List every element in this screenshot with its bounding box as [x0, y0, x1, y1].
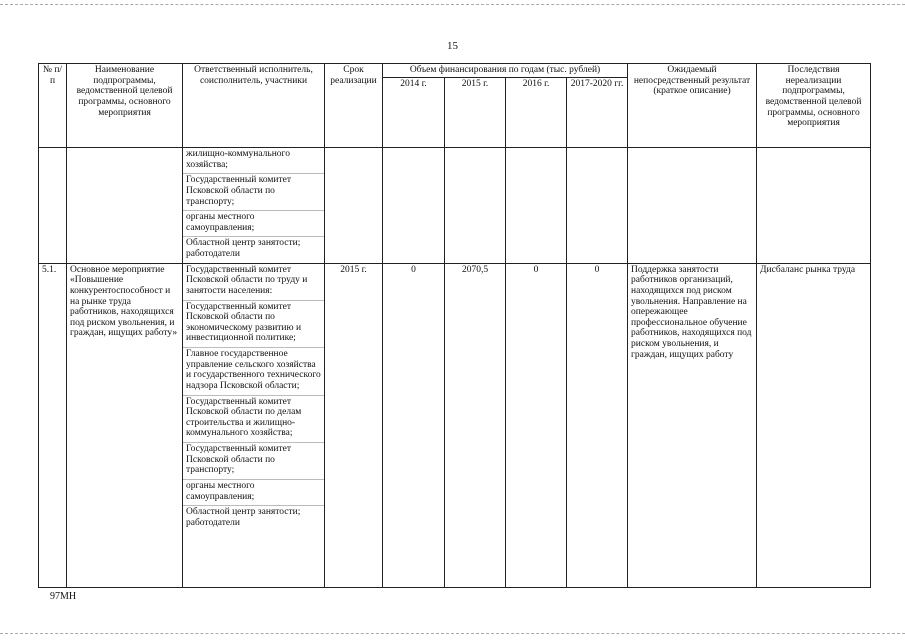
table-row-continued [39, 148, 871, 264]
row-participant: органы местного самоуправления; [183, 479, 324, 505]
row-number: 5.1. [39, 263, 67, 587]
header-result: Ожидаемый непосредственный результат (краткое описание) [628, 64, 757, 148]
row-participant: Государственный комитет Псковской области по транспорту; [183, 442, 324, 479]
row-value-2014: 0 [383, 263, 445, 587]
row-value-2016: 0 [506, 263, 567, 587]
header-year-2014: 2014 г. [383, 78, 445, 148]
header-name: Наименование подпрограммы, ведомственной целевой программы, основного мероприятия [67, 64, 183, 148]
header-row [39, 64, 871, 78]
row-value-2017-2020: 0 [567, 263, 628, 587]
header-consequences: Последствия нереализации подпрограммы, ведомственной целевой программы, основного мероприятия [757, 64, 871, 148]
program-table [38, 63, 871, 588]
header-year-2015: 2015 г. [445, 78, 506, 148]
row-participant: Областной центр занятости; работодатели [183, 505, 324, 531]
row-responsible-cell [183, 263, 325, 587]
continued-participant: органы местного самоуправления; [183, 210, 324, 236]
header-year-2017-2020: 2017-2020 гг. [567, 78, 628, 148]
row-consequences: Дисбаланс рынка труда [757, 263, 871, 587]
row-name: Основное мероприятие «Повышение конкурентоспособност и на рынке труда работников, находящихся под риском увольнения, и граждан, ищущих работу» [67, 263, 183, 587]
footer-code: 97МН [50, 591, 77, 602]
header-term: Срок реализации [325, 64, 383, 148]
header-num: № п/п [39, 64, 67, 148]
bottom-scan-edge [0, 633, 905, 634]
header-responsible: Ответственный исполнитель, соисполнитель, участники [183, 64, 325, 148]
continued-participant: Областной центр занятости; работодатели [183, 236, 324, 262]
continued-responsible-cell [183, 148, 325, 264]
row-participant: Государственный комитет Псковской области по делам строительства и жилищно-коммунального хозяйства; [183, 395, 324, 443]
table-row-5-1 [39, 263, 871, 587]
row-participant: Государственный комитет Псковской области по труду и занятости населения: [186, 264, 308, 296]
row-term: 2015 г. [325, 263, 383, 587]
continued-participant: жилищно-коммунального хозяйства; [186, 149, 290, 170]
header-year-2016: 2016 г. [506, 78, 567, 148]
row-participant: Главное государственное управление сельского хозяйства и государственного технического надзора Псковской области; [183, 347, 324, 395]
top-scan-edge [0, 4, 905, 5]
header-financing: Объем финансирования по годам (тыс. рублей) [383, 64, 628, 78]
row-value-2015: 2070,5 [445, 263, 506, 587]
continued-participant: Государственный комитет Псковской области по транспорту; [183, 173, 324, 210]
page-number: 15 [447, 40, 458, 52]
row-result: Поддержка занятости работников организаций, находящихся под риском увольнения. Направление на опережающее профессиональное обучение работников, находящихся под риском увольнения, и граждан, ищущих работу [628, 263, 757, 587]
row-participant: Государственный комитет Псковской области по экономическому развитию и инвестиционной политике; [183, 300, 324, 348]
